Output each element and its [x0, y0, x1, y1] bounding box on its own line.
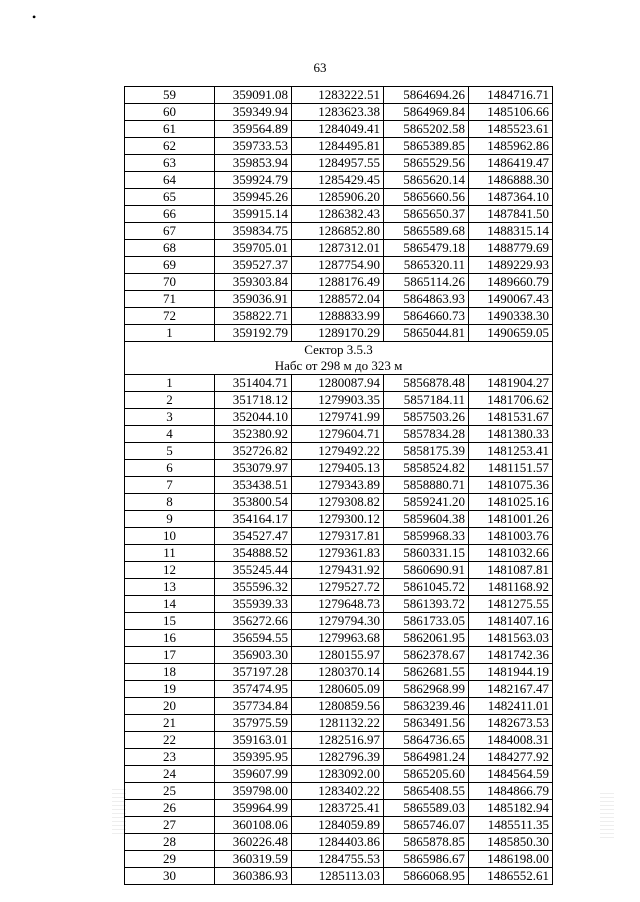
x2-value-cell: 5858880.71 — [384, 477, 469, 494]
point-number-cell: 63 — [125, 155, 215, 172]
x2-value-cell: 5856878.48 — [384, 375, 469, 392]
x2-value-cell: 5860331.15 — [384, 545, 469, 562]
x2-value-cell: 5866068.95 — [384, 868, 469, 885]
point-number-cell: 9 — [125, 511, 215, 528]
point-number-cell: 20 — [125, 698, 215, 715]
y2-value-cell: 1486419.47 — [469, 155, 553, 172]
y2-value-cell: 1485850.30 — [469, 834, 553, 851]
table-row — [125, 87, 553, 104]
table-row — [125, 308, 553, 325]
y1-value-cell: 1279903.35 — [292, 392, 384, 409]
x1-value-cell: 352044.10 — [215, 409, 292, 426]
y1-value-cell: 1288833.99 — [292, 308, 384, 325]
x1-value-cell: 359945.26 — [215, 189, 292, 206]
y2-value-cell: 1484008.31 — [469, 732, 553, 749]
y2-value-cell: 1489660.79 — [469, 274, 553, 291]
point-number-cell: 18 — [125, 664, 215, 681]
x1-value-cell: 359395.95 — [215, 749, 292, 766]
point-number-cell: 1 — [125, 325, 215, 342]
x2-value-cell: 5859604.38 — [384, 511, 469, 528]
y2-value-cell: 1485962.86 — [469, 138, 553, 155]
point-number-cell: 2 — [125, 392, 215, 409]
table-row — [125, 494, 553, 511]
x2-value-cell: 5865114.26 — [384, 274, 469, 291]
x2-value-cell: 5864969.84 — [384, 104, 469, 121]
point-number-cell: 64 — [125, 172, 215, 189]
y1-value-cell: 1279343.89 — [292, 477, 384, 494]
y2-value-cell: 1481001.26 — [469, 511, 553, 528]
x1-value-cell: 356594.55 — [215, 630, 292, 647]
x2-value-cell: 5865320.11 — [384, 257, 469, 274]
table-row — [125, 443, 553, 460]
y1-value-cell: 1279317.81 — [292, 528, 384, 545]
point-number-cell: 30 — [125, 868, 215, 885]
y1-value-cell: 1283623.38 — [292, 104, 384, 121]
y1-value-cell: 1285429.45 — [292, 172, 384, 189]
y1-value-cell: 1279963.68 — [292, 630, 384, 647]
y2-value-cell: 1490338.30 — [469, 308, 553, 325]
y1-value-cell: 1279794.30 — [292, 613, 384, 630]
y2-value-cell: 1481275.55 — [469, 596, 553, 613]
point-number-cell: 70 — [125, 274, 215, 291]
point-number-cell: 13 — [125, 579, 215, 596]
table-row — [125, 766, 553, 783]
x1-value-cell: 353438.51 — [215, 477, 292, 494]
x2-value-cell: 5864736.65 — [384, 732, 469, 749]
point-number-cell: 16 — [125, 630, 215, 647]
x1-value-cell: 359915.14 — [215, 206, 292, 223]
point-number-cell: 21 — [125, 715, 215, 732]
y2-value-cell: 1481075.36 — [469, 477, 553, 494]
y1-value-cell: 1285906.20 — [292, 189, 384, 206]
x2-value-cell: 5865408.55 — [384, 783, 469, 800]
point-number-cell: 72 — [125, 308, 215, 325]
y1-value-cell: 1284403.86 — [292, 834, 384, 851]
y2-value-cell: 1482673.53 — [469, 715, 553, 732]
y1-value-cell: 1279308.82 — [292, 494, 384, 511]
point-number-cell: 19 — [125, 681, 215, 698]
point-number-cell: 27 — [125, 817, 215, 834]
y2-value-cell: 1485182.94 — [469, 800, 553, 817]
point-number-cell: 26 — [125, 800, 215, 817]
x1-value-cell: 359527.37 — [215, 257, 292, 274]
y2-value-cell: 1481032.66 — [469, 545, 553, 562]
point-number-cell: 4 — [125, 426, 215, 443]
point-number-cell: 60 — [125, 104, 215, 121]
x1-value-cell: 360319.59 — [215, 851, 292, 868]
y1-value-cell: 1279492.22 — [292, 443, 384, 460]
point-number-cell: 23 — [125, 749, 215, 766]
table-row — [125, 511, 553, 528]
x1-value-cell: 359924.79 — [215, 172, 292, 189]
table-row — [125, 223, 553, 240]
table-row — [125, 426, 553, 443]
x2-value-cell: 5865044.81 — [384, 325, 469, 342]
rows-top — [125, 87, 553, 342]
x2-value-cell: 5864981.24 — [384, 749, 469, 766]
y2-value-cell: 1481253.41 — [469, 443, 553, 460]
scan-artifact-right — [600, 790, 614, 838]
x2-value-cell: 5864863.93 — [384, 291, 469, 308]
x2-value-cell: 5865389.85 — [384, 138, 469, 155]
point-number-cell: 67 — [125, 223, 215, 240]
corner-mark: • — [32, 10, 37, 24]
point-number-cell: 65 — [125, 189, 215, 206]
y2-value-cell: 1485106.66 — [469, 104, 553, 121]
y1-value-cell: 1280155.97 — [292, 647, 384, 664]
y1-value-cell: 1279648.73 — [292, 596, 384, 613]
x1-value-cell: 357474.95 — [215, 681, 292, 698]
x2-value-cell: 5857184.11 — [384, 392, 469, 409]
y2-value-cell: 1481531.67 — [469, 409, 553, 426]
y2-value-cell: 1481151.57 — [469, 460, 553, 477]
y2-value-cell: 1481087.81 — [469, 562, 553, 579]
x1-value-cell: 357197.28 — [215, 664, 292, 681]
table-row — [125, 104, 553, 121]
y1-value-cell: 1287312.01 — [292, 240, 384, 257]
y1-value-cell: 1279300.12 — [292, 511, 384, 528]
x2-value-cell: 5865589.68 — [384, 223, 469, 240]
x1-value-cell: 355245.44 — [215, 562, 292, 579]
x2-value-cell: 5861045.72 — [384, 579, 469, 596]
x1-value-cell: 357975.59 — [215, 715, 292, 732]
sector-subtitle: Набс от 298 м до 323 м — [125, 358, 553, 375]
table-row — [125, 681, 553, 698]
point-number-cell: 61 — [125, 121, 215, 138]
y1-value-cell: 1289170.29 — [292, 325, 384, 342]
y2-value-cell: 1481742.36 — [469, 647, 553, 664]
table-row — [125, 783, 553, 800]
y1-value-cell: 1279361.83 — [292, 545, 384, 562]
x1-value-cell: 356272.66 — [215, 613, 292, 630]
x2-value-cell: 5857834.28 — [384, 426, 469, 443]
point-number-cell: 14 — [125, 596, 215, 613]
x2-value-cell: 5863491.56 — [384, 715, 469, 732]
y1-value-cell: 1284755.53 — [292, 851, 384, 868]
y2-value-cell: 1490659.05 — [469, 325, 553, 342]
y1-value-cell: 1280605.09 — [292, 681, 384, 698]
y1-value-cell: 1287754.90 — [292, 257, 384, 274]
y1-value-cell: 1279527.72 — [292, 579, 384, 596]
table-row — [125, 375, 553, 392]
table-row — [125, 562, 553, 579]
point-number-cell: 8 — [125, 494, 215, 511]
table-row — [125, 749, 553, 766]
table-row — [125, 325, 553, 342]
x1-value-cell: 354888.52 — [215, 545, 292, 562]
x1-value-cell: 359163.01 — [215, 732, 292, 749]
y1-value-cell: 1282516.97 — [292, 732, 384, 749]
x2-value-cell: 5864694.26 — [384, 87, 469, 104]
y1-value-cell: 1280087.94 — [292, 375, 384, 392]
table-row — [125, 392, 553, 409]
y1-value-cell: 1285113.03 — [292, 868, 384, 885]
y1-value-cell: 1284049.41 — [292, 121, 384, 138]
y2-value-cell: 1485511.35 — [469, 817, 553, 834]
y1-value-cell: 1283092.00 — [292, 766, 384, 783]
x2-value-cell: 5862968.99 — [384, 681, 469, 698]
table-row — [125, 528, 553, 545]
y1-value-cell: 1284957.55 — [292, 155, 384, 172]
x2-value-cell: 5864660.73 — [384, 308, 469, 325]
y2-value-cell: 1481003.76 — [469, 528, 553, 545]
x1-value-cell: 359091.08 — [215, 87, 292, 104]
x1-value-cell: 356903.30 — [215, 647, 292, 664]
x2-value-cell: 5858175.39 — [384, 443, 469, 460]
y2-value-cell: 1488779.69 — [469, 240, 553, 257]
x1-value-cell: 357734.84 — [215, 698, 292, 715]
point-number-cell: 59 — [125, 87, 215, 104]
y2-value-cell: 1486552.61 — [469, 868, 553, 885]
x2-value-cell: 5865660.56 — [384, 189, 469, 206]
y2-value-cell: 1481380.33 — [469, 426, 553, 443]
y2-value-cell: 1481563.03 — [469, 630, 553, 647]
table-row — [125, 138, 553, 155]
y2-value-cell: 1482167.47 — [469, 681, 553, 698]
x1-value-cell: 359853.94 — [215, 155, 292, 172]
x1-value-cell: 359834.75 — [215, 223, 292, 240]
table-row — [125, 698, 553, 715]
table-row — [125, 851, 553, 868]
x1-value-cell: 360226.48 — [215, 834, 292, 851]
point-number-cell: 22 — [125, 732, 215, 749]
y2-value-cell: 1481168.92 — [469, 579, 553, 596]
point-number-cell: 71 — [125, 291, 215, 308]
x2-value-cell: 5865986.67 — [384, 851, 469, 868]
y2-value-cell: 1481706.62 — [469, 392, 553, 409]
x2-value-cell: 5865529.56 — [384, 155, 469, 172]
table-row — [125, 647, 553, 664]
point-number-cell: 68 — [125, 240, 215, 257]
y1-value-cell: 1283222.51 — [292, 87, 384, 104]
table-row — [125, 409, 553, 426]
x1-value-cell: 359192.79 — [215, 325, 292, 342]
point-number-cell: 24 — [125, 766, 215, 783]
y2-value-cell: 1481904.27 — [469, 375, 553, 392]
table-row — [125, 545, 553, 562]
x1-value-cell: 360386.93 — [215, 868, 292, 885]
y1-value-cell: 1279431.92 — [292, 562, 384, 579]
y2-value-cell: 1489229.93 — [469, 257, 553, 274]
x1-value-cell: 359564.89 — [215, 121, 292, 138]
table-row — [125, 477, 553, 494]
y1-value-cell: 1284495.81 — [292, 138, 384, 155]
y2-value-cell: 1482411.01 — [469, 698, 553, 715]
y1-value-cell: 1288176.49 — [292, 274, 384, 291]
table-row — [125, 715, 553, 732]
table-row — [125, 189, 553, 206]
y2-value-cell: 1481407.16 — [469, 613, 553, 630]
y2-value-cell: 1487364.10 — [469, 189, 553, 206]
y2-value-cell: 1484866.79 — [469, 783, 553, 800]
coordinates-table — [124, 86, 553, 885]
y2-value-cell: 1485523.61 — [469, 121, 553, 138]
point-number-cell: 69 — [125, 257, 215, 274]
y2-value-cell: 1481025.16 — [469, 494, 553, 511]
point-number-cell: 17 — [125, 647, 215, 664]
x1-value-cell: 352726.82 — [215, 443, 292, 460]
sector-header — [125, 342, 553, 375]
x2-value-cell: 5858524.82 — [384, 460, 469, 477]
y1-value-cell: 1286382.43 — [292, 206, 384, 223]
sector-title: Сектор 3.5.3 — [125, 342, 553, 359]
x2-value-cell: 5865202.58 — [384, 121, 469, 138]
x2-value-cell: 5859241.20 — [384, 494, 469, 511]
y2-value-cell: 1484277.92 — [469, 749, 553, 766]
table-row — [125, 121, 553, 138]
x2-value-cell: 5865205.60 — [384, 766, 469, 783]
y1-value-cell: 1279405.13 — [292, 460, 384, 477]
y2-value-cell: 1484716.71 — [469, 87, 553, 104]
table-row — [125, 868, 553, 885]
x1-value-cell: 354164.17 — [215, 511, 292, 528]
y2-value-cell: 1487841.50 — [469, 206, 553, 223]
table-row — [125, 291, 553, 308]
point-number-cell: 25 — [125, 783, 215, 800]
table-row — [125, 155, 553, 172]
x1-value-cell: 359964.99 — [215, 800, 292, 817]
x2-value-cell: 5861733.05 — [384, 613, 469, 630]
x2-value-cell: 5865650.37 — [384, 206, 469, 223]
point-number-cell: 5 — [125, 443, 215, 460]
point-number-cell: 1 — [125, 375, 215, 392]
x1-value-cell: 351404.71 — [215, 375, 292, 392]
y1-value-cell: 1280370.14 — [292, 664, 384, 681]
y2-value-cell: 1486888.30 — [469, 172, 553, 189]
table-row — [125, 274, 553, 291]
y1-value-cell: 1279741.99 — [292, 409, 384, 426]
y1-value-cell: 1283402.22 — [292, 783, 384, 800]
x2-value-cell: 5865878.85 — [384, 834, 469, 851]
y1-value-cell: 1283725.41 — [292, 800, 384, 817]
y1-value-cell: 1288572.04 — [292, 291, 384, 308]
y2-value-cell: 1486198.00 — [469, 851, 553, 868]
x1-value-cell: 352380.92 — [215, 426, 292, 443]
x1-value-cell: 353079.97 — [215, 460, 292, 477]
y1-value-cell: 1282796.39 — [292, 749, 384, 766]
x1-value-cell: 359733.53 — [215, 138, 292, 155]
point-number-cell: 3 — [125, 409, 215, 426]
table-row — [125, 664, 553, 681]
table-row — [125, 834, 553, 851]
y1-value-cell: 1284059.89 — [292, 817, 384, 834]
x2-value-cell: 5862061.95 — [384, 630, 469, 647]
y2-value-cell: 1484564.59 — [469, 766, 553, 783]
y1-value-cell: 1280859.56 — [292, 698, 384, 715]
x2-value-cell: 5865479.18 — [384, 240, 469, 257]
x1-value-cell: 351718.12 — [215, 392, 292, 409]
x1-value-cell: 354527.47 — [215, 528, 292, 545]
point-number-cell: 28 — [125, 834, 215, 851]
x1-value-cell: 359607.99 — [215, 766, 292, 783]
table-row — [125, 257, 553, 274]
table-row — [125, 579, 553, 596]
table-row — [125, 732, 553, 749]
table-row — [125, 206, 553, 223]
y2-value-cell: 1488315.14 — [469, 223, 553, 240]
x1-value-cell: 355596.32 — [215, 579, 292, 596]
point-number-cell: 29 — [125, 851, 215, 868]
x2-value-cell: 5863239.46 — [384, 698, 469, 715]
x2-value-cell: 5860690.91 — [384, 562, 469, 579]
x1-value-cell: 359705.01 — [215, 240, 292, 257]
point-number-cell: 6 — [125, 460, 215, 477]
point-number-cell: 12 — [125, 562, 215, 579]
y1-value-cell: 1281132.22 — [292, 715, 384, 732]
x2-value-cell: 5862681.55 — [384, 664, 469, 681]
table-row — [125, 172, 553, 189]
point-number-cell: 15 — [125, 613, 215, 630]
point-number-cell: 11 — [125, 545, 215, 562]
x1-value-cell: 355939.33 — [215, 596, 292, 613]
x2-value-cell: 5862378.67 — [384, 647, 469, 664]
point-number-cell: 66 — [125, 206, 215, 223]
y2-value-cell: 1490067.43 — [469, 291, 553, 308]
point-number-cell: 10 — [125, 528, 215, 545]
x2-value-cell: 5861393.72 — [384, 596, 469, 613]
x1-value-cell: 359798.00 — [215, 783, 292, 800]
x1-value-cell: 358822.71 — [215, 308, 292, 325]
page-number: 63 — [313, 60, 327, 75]
y1-value-cell: 1279604.71 — [292, 426, 384, 443]
x1-value-cell: 353800.54 — [215, 494, 292, 511]
table-row — [125, 240, 553, 257]
table-row — [125, 613, 553, 630]
point-number-cell: 7 — [125, 477, 215, 494]
x2-value-cell: 5859968.33 — [384, 528, 469, 545]
rows-bottom — [125, 375, 553, 885]
table-row — [125, 817, 553, 834]
table-row — [125, 460, 553, 477]
x2-value-cell: 5865620.14 — [384, 172, 469, 189]
point-number-cell: 62 — [125, 138, 215, 155]
x1-value-cell: 360108.06 — [215, 817, 292, 834]
y1-value-cell: 1286852.80 — [292, 223, 384, 240]
table-row — [125, 596, 553, 613]
table-row — [125, 630, 553, 647]
y2-value-cell: 1481944.19 — [469, 664, 553, 681]
x2-value-cell: 5865589.03 — [384, 800, 469, 817]
table-row — [125, 800, 553, 817]
x1-value-cell: 359349.94 — [215, 104, 292, 121]
x1-value-cell: 359036.91 — [215, 291, 292, 308]
x2-value-cell: 5857503.26 — [384, 409, 469, 426]
x1-value-cell: 359303.84 — [215, 274, 292, 291]
x2-value-cell: 5865746.07 — [384, 817, 469, 834]
